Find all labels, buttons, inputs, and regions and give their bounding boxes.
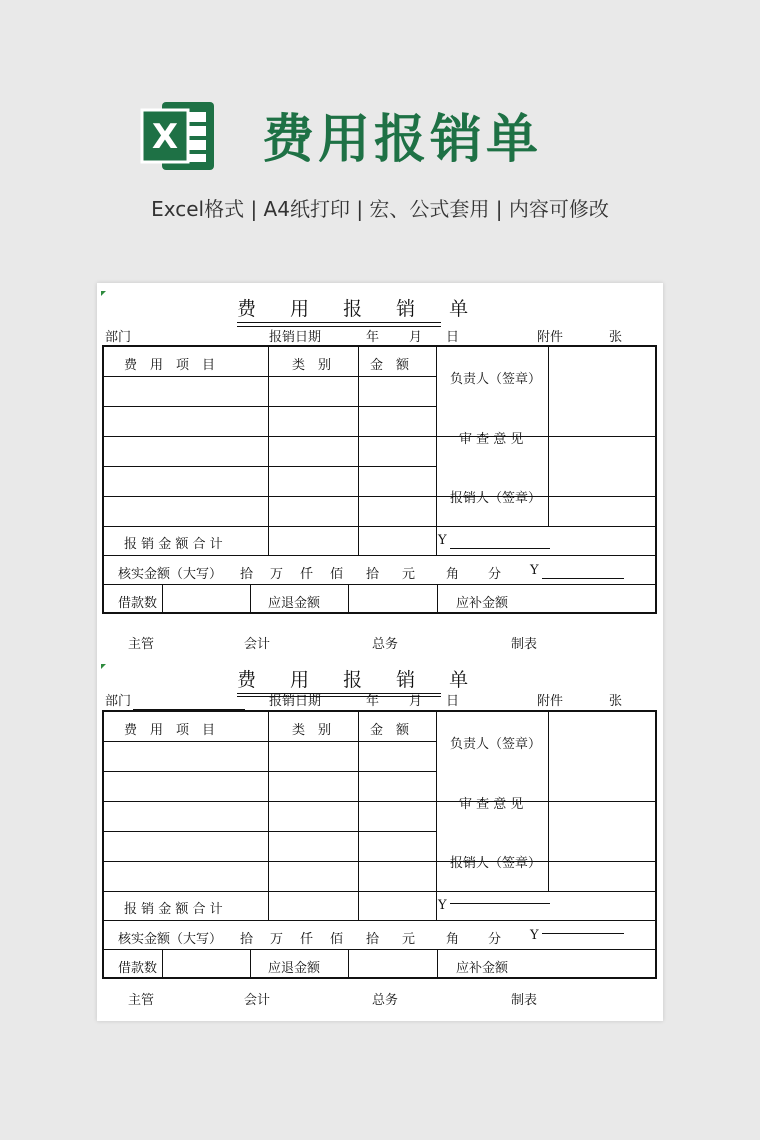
yen-symbol-2: Y: [530, 563, 539, 578]
grid-line: [104, 741, 437, 742]
date-label: 报销日期: [269, 330, 322, 345]
grid-line: [104, 861, 655, 862]
form-grid: [102, 710, 657, 979]
borrow-label: 借款数: [118, 596, 158, 611]
cell-marker: [101, 291, 106, 296]
grid-line: [104, 496, 655, 497]
grid-line: [162, 584, 163, 612]
grid-line: [548, 712, 549, 891]
shi2-label: 拾: [366, 932, 380, 947]
grid-line: [104, 406, 437, 407]
shi-label: 拾: [240, 567, 254, 582]
col-item-header: 费 用 项 目: [124, 358, 216, 373]
grid-line: [437, 584, 438, 612]
grid-line: [104, 436, 655, 437]
grid-line: [104, 801, 655, 802]
form-title: 费 用 报 销 单: [237, 669, 483, 691]
reporter-label: 报销人（签章）: [450, 491, 542, 506]
col-amount-header: 金 额: [370, 723, 410, 738]
wan-label: 万: [270, 567, 284, 582]
verified-label: 核实金额（大写）: [118, 932, 223, 947]
form-title: 费 用 报 销 单: [237, 298, 483, 320]
accountant-label: 会计: [244, 993, 271, 1008]
reporter-label: 报销人（签章）: [450, 856, 542, 871]
cell-marker: [101, 664, 106, 669]
fen-label: 分: [488, 567, 502, 582]
refund-label: 应退金额: [268, 961, 321, 976]
responsible-label: 负责人（签章）: [450, 372, 542, 387]
grid-line: [358, 347, 359, 555]
grid-line: [104, 949, 655, 950]
sheets-label: 张: [609, 330, 623, 345]
grid-line: [162, 949, 163, 977]
fen-label: 分: [488, 932, 502, 947]
grid-line: [348, 949, 349, 977]
grid-line: [358, 712, 359, 920]
shi-label: 拾: [240, 932, 254, 947]
yen-symbol: Y: [438, 533, 447, 548]
grid-line: [548, 347, 549, 526]
grid-line: [104, 376, 437, 377]
grid-line: [104, 920, 655, 921]
yuan-label: 元: [402, 932, 416, 947]
responsible-label: 负责人（签章）: [450, 737, 542, 752]
total-label: 报 销 金 额 合 计: [124, 902, 223, 917]
total-underline: [450, 903, 550, 904]
page-subtitle: Excel格式 | A4纸打印 | 宏、公式套用 | 内容可修改: [151, 197, 609, 221]
col-item-header: 费 用 项 目: [124, 723, 216, 738]
review-label: 审 查 意 见: [459, 432, 524, 447]
grid-line: [104, 771, 437, 772]
year-label: 年: [366, 330, 380, 345]
verified-label: 核实金额（大写）: [118, 567, 223, 582]
attach-label: 附件: [537, 694, 564, 709]
col-amount-header: 金 额: [370, 358, 410, 373]
title-underline: [237, 326, 441, 327]
grid-line: [104, 555, 655, 556]
attach-label: 附件: [537, 330, 564, 345]
jiao-label: 角: [446, 567, 460, 582]
yen-symbol: Y: [438, 898, 447, 913]
sheets-label: 张: [609, 694, 623, 709]
dept-label: 部门: [105, 694, 132, 709]
grid-line: [104, 526, 655, 527]
verified-underline: [542, 933, 624, 934]
qian-label: 仟: [300, 567, 314, 582]
grid-line: [348, 584, 349, 612]
yuan-label: 元: [402, 567, 416, 582]
grid-line: [436, 712, 437, 920]
refund-label: 应退金额: [268, 596, 321, 611]
review-label: 审 查 意 见: [459, 797, 524, 812]
supervisor-label: 主管: [128, 637, 155, 652]
col-type-header: 类 别: [292, 358, 332, 373]
accountant-label: 会计: [244, 637, 271, 652]
grid-line: [104, 831, 437, 832]
total-underline: [450, 548, 550, 549]
date-label: 报销日期: [269, 694, 322, 709]
spreadsheet-sheet: [97, 283, 663, 1021]
excel-logo-icon: [138, 96, 218, 176]
tabulator-label: 制表: [511, 993, 538, 1008]
day-label: 日: [446, 330, 460, 345]
col-type-header: 类 别: [292, 723, 332, 738]
grid-line: [268, 347, 269, 555]
borrow-label: 借款数: [118, 961, 158, 976]
grid-line: [104, 891, 655, 892]
supplement-label: 应补金额: [456, 596, 509, 611]
form-grid: [102, 345, 657, 614]
svg-text:X: X: [151, 117, 179, 157]
grid-line: [436, 347, 437, 555]
day-label: 日: [446, 694, 460, 709]
bai-label: 佰: [330, 932, 344, 947]
yen-symbol-2: Y: [530, 928, 539, 943]
verified-underline: [542, 578, 624, 579]
supervisor-label: 主管: [128, 993, 155, 1008]
supplement-label: 应补金额: [456, 961, 509, 976]
general-label: 总务: [372, 637, 399, 652]
grid-line: [250, 949, 251, 977]
title-underline: [237, 322, 441, 323]
tabulator-label: 制表: [511, 637, 538, 652]
shi2-label: 拾: [366, 567, 380, 582]
grid-line: [104, 584, 655, 585]
year-label: 年: [366, 694, 380, 709]
wan-label: 万: [270, 932, 284, 947]
grid-line: [104, 466, 437, 467]
page-header: [0, 0, 760, 260]
total-label: 报 销 金 额 合 计: [124, 537, 223, 552]
bai-label: 佰: [330, 567, 344, 582]
jiao-label: 角: [446, 932, 460, 947]
dept-label: 部门: [105, 330, 132, 345]
grid-line: [268, 712, 269, 920]
general-label: 总务: [372, 993, 399, 1008]
page-title: 费用报销单: [262, 110, 543, 170]
qian-label: 仟: [300, 932, 314, 947]
month-label: 月: [409, 330, 423, 345]
grid-line: [250, 584, 251, 612]
grid-line: [437, 949, 438, 977]
month-label: 月: [409, 694, 423, 709]
